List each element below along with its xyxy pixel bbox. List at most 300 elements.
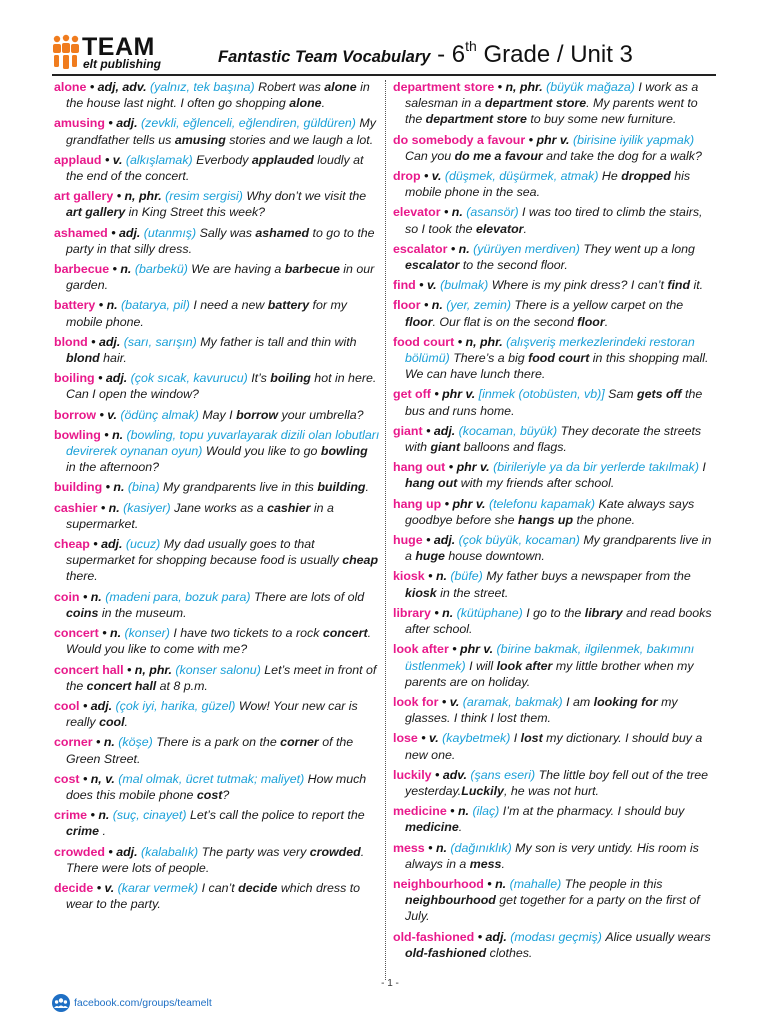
- example-keyword: corner: [280, 735, 319, 750]
- entry-part-of-speech: adj.: [116, 116, 138, 131]
- example-keyword: mess: [469, 856, 502, 871]
- entry-word: cool: [54, 698, 80, 713]
- vocabulary-entry: [54, 771, 380, 803]
- bullet-dot-icon: •: [104, 152, 110, 167]
- example-text: Where is my pink dress? I can’t: [491, 278, 668, 293]
- example-text: My grandparents live in this: [163, 480, 318, 495]
- example-text: of the Green Street.: [66, 735, 354, 766]
- example-text: .: [365, 480, 369, 495]
- example-text: and read books after school.: [405, 605, 712, 637]
- entry-word: building: [54, 480, 103, 495]
- vocabulary-entry: [54, 536, 380, 585]
- example-text: Jane works as a: [174, 500, 268, 515]
- entry-translation: (madeni para, bozuk para): [105, 589, 251, 604]
- entry-word: drop: [393, 169, 421, 184]
- entry-part-of-speech: n.: [112, 427, 124, 442]
- entry-word: corner: [54, 735, 93, 750]
- entry-translation: (ilaç): [472, 804, 500, 819]
- entry-part-of-speech: phr v.: [442, 387, 476, 402]
- bullet-dot-icon: •: [127, 662, 132, 677]
- vocabulary-entry: [393, 241, 715, 273]
- entry-word: look for: [393, 694, 439, 709]
- bullet-dot-icon: •: [457, 334, 463, 349]
- example-text: your umbrella?: [278, 407, 364, 422]
- vocabulary-entry: [393, 730, 715, 762]
- example-text: There are lots of old: [253, 589, 365, 604]
- example-keyword: crime: [66, 824, 100, 839]
- example-text: there.: [66, 569, 98, 584]
- entry-word: neighbourhood: [393, 876, 484, 891]
- entry-word: library: [393, 605, 431, 620]
- example-text: I’m at the pharmacy. I should buy: [502, 804, 685, 819]
- vocabulary-entry: [54, 79, 380, 111]
- entry-part-of-speech: v.: [449, 694, 460, 709]
- entry-word: art gallery: [54, 189, 114, 204]
- vocabulary-entry: [393, 803, 715, 835]
- entry-part-of-speech: n.: [110, 626, 122, 641]
- bullet-dot-icon: •: [99, 407, 104, 422]
- example-keyword: department store: [425, 112, 527, 127]
- bullet-dot-icon: •: [450, 804, 455, 819]
- entry-translation: (büyük mağaza): [546, 80, 635, 94]
- vocabulary-entry: [393, 568, 715, 600]
- example-keyword: medicine: [405, 820, 459, 835]
- entry-part-of-speech: n.: [106, 298, 118, 313]
- example-text: He: [601, 169, 622, 184]
- entry-word: food court: [393, 334, 455, 349]
- example-text: It’s: [251, 371, 271, 386]
- entry-example: [66, 501, 334, 531]
- example-keyword: crowded: [309, 844, 361, 859]
- bullet-dot-icon: •: [426, 533, 431, 548]
- example-text: There is a yellow carpet on the: [514, 298, 684, 313]
- entry-word: boiling: [54, 371, 95, 386]
- example-text: the phone.: [573, 512, 636, 527]
- example-keyword: neighbourhood: [405, 893, 496, 908]
- entry-translation: (dağınıklık): [450, 840, 512, 855]
- entry-word: find: [393, 278, 416, 293]
- entry-translation: (kaybetmek): [442, 731, 511, 746]
- title-dash: -: [430, 41, 452, 68]
- vocabulary-entry: [393, 694, 715, 726]
- entry-part-of-speech: adj.: [101, 537, 123, 552]
- entry-word: mess: [393, 840, 425, 855]
- example-keyword: Luckily: [461, 783, 504, 798]
- vocabulary-entry: [54, 334, 380, 366]
- example-text: .: [523, 221, 527, 236]
- entry-translation: (karar vermek): [117, 880, 199, 895]
- example-text: Would you like to go: [205, 444, 321, 459]
- entry-word: escalator: [393, 241, 448, 256]
- vocabulary-column-right: [393, 79, 715, 965]
- entry-part-of-speech: n.: [98, 808, 110, 823]
- example-keyword: looking for: [593, 694, 658, 709]
- entry-word: concert: [54, 626, 99, 641]
- example-text: .: [604, 314, 609, 329]
- entry-translation: (ödünç almak): [120, 407, 199, 422]
- entry-example: [405, 149, 702, 163]
- example-text: The people in this: [564, 876, 663, 891]
- example-keyword: applauded: [251, 152, 314, 167]
- entry-example: [405, 205, 702, 235]
- example-text: get together for a party on the first of July.: [405, 893, 700, 924]
- example-text: I will: [469, 658, 497, 673]
- entry-translation: (telefonu kapamak): [488, 496, 596, 511]
- vocabulary-entry: [393, 532, 715, 564]
- vocabulary-entry: [393, 79, 715, 128]
- bullet-dot-icon: •: [105, 480, 110, 495]
- entry-part-of-speech: adj, adv.: [97, 80, 147, 94]
- bullet-dot-icon: •: [443, 205, 449, 220]
- vocabulary-entry: [54, 188, 380, 220]
- vocabulary-entry: [54, 479, 380, 495]
- entry-part-of-speech: phr v.: [456, 460, 490, 475]
- entry-word: borrow: [54, 407, 96, 422]
- entry-translation: (yürüyen merdiven): [473, 241, 580, 256]
- entry-translation: (bowling, topu yuvarlayarak dizili olan lobutları devirerek oynanan oyun): [66, 427, 380, 459]
- entry-word: cost: [54, 771, 80, 786]
- example-text: I work as a salesman in a: [405, 80, 699, 111]
- vocabulary-entry: [54, 880, 380, 912]
- entry-translation: (konser): [124, 626, 170, 641]
- bullet-dot-icon: •: [82, 771, 88, 786]
- example-text: Kate always says goodbye before she: [405, 496, 695, 527]
- entry-translation: (bulmak): [440, 278, 489, 293]
- entry-translation: (modası geçmiş): [510, 929, 602, 944]
- example-text: . My parents went to the: [405, 96, 698, 127]
- bullet-dot-icon: •: [100, 500, 106, 515]
- entry-translation: (çok sıcak, kavurucu): [130, 371, 248, 386]
- example-text: to go to the party in that silly dress.: [66, 225, 375, 256]
- entry-translation: (büfe): [450, 569, 483, 584]
- vocabulary-entry: [54, 427, 380, 476]
- bullet-dot-icon: •: [90, 808, 95, 823]
- bullet-dot-icon: •: [441, 694, 447, 709]
- entry-part-of-speech: v.: [104, 880, 115, 895]
- entry-translation: (köşe): [118, 735, 153, 750]
- example-text: My father buys a newspaper from the: [486, 569, 691, 584]
- example-keyword: elevator: [475, 221, 524, 236]
- entry-word: huge: [393, 533, 423, 548]
- vocabulary-entry: [54, 625, 380, 657]
- entry-part-of-speech: adj.: [116, 844, 138, 859]
- grade-rest: Grade / Unit 3: [476, 41, 633, 68]
- entry-part-of-speech: v.: [107, 407, 117, 422]
- bullet-dot-icon: •: [477, 929, 483, 944]
- example-text: my dictionary. I should buy a new one.: [405, 731, 703, 762]
- example-text: My grandfather tells us: [66, 116, 376, 147]
- vocabulary-entry: [393, 277, 715, 293]
- entry-word: crime: [54, 808, 88, 823]
- entry-translation: (yer, zemin): [446, 298, 511, 313]
- title-main: Fantastic Team Vocabulary: [218, 48, 431, 66]
- entry-example: [405, 569, 691, 599]
- example-keyword: concert hall: [86, 678, 157, 693]
- example-text: house downtown.: [444, 549, 545, 564]
- vocabulary-entry: [393, 386, 715, 418]
- vocabulary-entry: [393, 876, 715, 925]
- entry-word: barbecue: [54, 262, 110, 277]
- vocabulary-entry: [54, 500, 380, 532]
- example-text: loudly at the end of the concert.: [66, 152, 364, 184]
- example-text: . Our flat is on the second: [432, 314, 578, 329]
- entry-word: luckily: [393, 767, 432, 782]
- entry-word: department store: [393, 80, 495, 94]
- entry-part-of-speech: n.: [457, 804, 469, 819]
- entry-translation: (düşmek, düşürmek, atmak): [444, 169, 599, 184]
- entry-word: battery: [54, 298, 96, 313]
- example-keyword: library: [584, 605, 623, 620]
- bullet-dot-icon: •: [108, 116, 113, 131]
- entry-translation: (mahalle): [509, 876, 562, 891]
- example-text: Alice usually wears: [605, 929, 711, 944]
- entry-translation: (çok iyi, harika, güzel): [115, 698, 236, 713]
- example-text: and take the dog for a walk?: [542, 148, 702, 163]
- entry-part-of-speech: adv.: [442, 767, 467, 782]
- entry-part-of-speech: n.: [435, 840, 447, 855]
- example-text: in a supermarket.: [66, 500, 334, 531]
- entry-word: do somebody a favour: [393, 132, 526, 147]
- example-text: I: [702, 460, 706, 475]
- example-text: balloons and flags.: [460, 440, 567, 455]
- example-text: My father is tall and thin with: [200, 334, 357, 349]
- entry-part-of-speech: phr v.: [452, 496, 486, 511]
- bullet-dot-icon: •: [448, 460, 454, 475]
- entry-part-of-speech: adj.: [98, 334, 121, 349]
- bullet-dot-icon: •: [108, 844, 113, 859]
- entry-translation: (sarı, sarışın): [123, 334, 197, 349]
- entry-translation: (ucuz): [125, 537, 161, 552]
- entry-word: floor: [393, 298, 421, 313]
- example-text: . There were lots of people.: [66, 844, 365, 875]
- facebook-link[interactable]: [52, 994, 292, 1012]
- entry-word: alone: [54, 80, 87, 94]
- example-text: Can you: [405, 148, 455, 163]
- example-text: Sally was: [199, 225, 256, 240]
- entry-translation: (birisine iyilik yapmak): [572, 132, 695, 147]
- entry-word: elevator: [393, 205, 441, 220]
- bullet-dot-icon: •: [419, 278, 424, 293]
- entry-part-of-speech: n, v.: [90, 771, 115, 786]
- bullet-dot-icon: •: [93, 537, 98, 552]
- example-keyword: food court: [528, 351, 590, 366]
- example-keyword: gets off: [637, 387, 682, 402]
- entry-part-of-speech: n.: [431, 298, 443, 313]
- example-text: in the museum.: [98, 605, 187, 620]
- entry-word: hang up: [393, 496, 442, 511]
- example-text: to the second floor.: [459, 258, 568, 273]
- example-text: Sam: [608, 387, 638, 402]
- example-text: I have two tickets to a rock: [173, 626, 323, 641]
- entry-example: [66, 808, 365, 838]
- bullet-dot-icon: •: [98, 371, 103, 386]
- entry-translation: (yalnız, tek başına): [149, 80, 255, 94]
- example-text: in the afternoon?: [66, 460, 160, 475]
- entry-word: old-fashioned: [393, 929, 475, 944]
- entry-part-of-speech: n.: [90, 589, 102, 604]
- example-text: in this shopping mall. We can have lunch there.: [405, 351, 709, 382]
- example-keyword: cheap: [342, 553, 379, 568]
- bullet-dot-icon: •: [96, 880, 102, 895]
- page-title: [218, 40, 758, 76]
- example-keyword: cost: [196, 787, 223, 802]
- example-text: with my friends after school.: [457, 476, 615, 491]
- bullet-dot-icon: •: [428, 840, 433, 855]
- example-text: Everbody: [196, 152, 252, 167]
- entry-part-of-speech: n.: [120, 262, 132, 277]
- entry-part-of-speech: adj.: [433, 533, 456, 548]
- example-keyword: barbecue: [284, 262, 340, 277]
- entry-translation: (resim sergisi): [165, 189, 243, 204]
- bullet-dot-icon: •: [116, 189, 122, 204]
- vocabulary-entry: [393, 132, 715, 164]
- entry-example: [163, 480, 369, 494]
- example-text: the bus and runs home.: [405, 387, 703, 418]
- vocabulary-entry: [54, 589, 380, 621]
- header-divider: [52, 74, 716, 76]
- bullet-dot-icon: •: [426, 423, 431, 438]
- vocabulary-entry: [54, 807, 380, 839]
- bullet-dot-icon: •: [421, 731, 426, 746]
- entry-part-of-speech: adj.: [105, 371, 128, 386]
- entry-translation: (konser salonu): [175, 662, 261, 677]
- example-text: clothes.: [486, 945, 533, 960]
- example-keyword: cashier: [267, 500, 311, 515]
- example-text: Robert was: [258, 80, 325, 94]
- example-text: .: [124, 715, 128, 730]
- grade-suffix: th: [465, 38, 477, 54]
- vocabulary-entry: [393, 423, 715, 455]
- entry-translation: (suç, cinayet): [112, 808, 187, 823]
- entry-translation: (alışveriş merkezlerindeki restoran bölümü): [405, 334, 695, 366]
- entry-translation: (aramak, bakmak): [462, 694, 563, 709]
- vocabulary-entry: [54, 225, 380, 257]
- bullet-dot-icon: •: [487, 876, 492, 891]
- example-text: Let’s meet in front of the: [66, 662, 377, 693]
- entry-word: applaud: [54, 152, 102, 167]
- entry-translation: (utanmış): [143, 225, 197, 240]
- entry-translation: (kalabalık): [141, 844, 199, 859]
- entry-translation: (kocaman, büyük): [458, 423, 558, 438]
- example-keyword: find: [667, 278, 691, 293]
- vocabulary-entry: [54, 297, 380, 329]
- example-keyword: concert: [322, 626, 368, 641]
- entry-translation: (kasiyer): [123, 500, 171, 515]
- example-text: I need a new: [193, 298, 268, 313]
- bullet-dot-icon: •: [450, 241, 456, 256]
- example-text: There is a park on the: [156, 735, 281, 750]
- entry-word: concert hall: [54, 662, 124, 677]
- logo-subtext: elt publishing: [83, 57, 161, 71]
- vocabulary-entry: [54, 662, 380, 694]
- vocabulary-entry: [393, 168, 715, 200]
- vocabulary-entry: [54, 734, 380, 766]
- entry-part-of-speech: n.: [435, 569, 447, 584]
- title-grade: [451, 38, 633, 68]
- example-keyword: floor: [577, 314, 605, 329]
- entry-word: ashamed: [54, 225, 108, 240]
- example-text: which dress to wear to the party.: [66, 880, 361, 912]
- example-text: May I: [202, 407, 237, 422]
- example-keyword: dropped: [621, 169, 671, 184]
- example-text: I was too tired to climb the stairs, so I took the: [405, 205, 703, 236]
- bullet-dot-icon: •: [111, 225, 116, 240]
- vocabulary-entry: [393, 929, 715, 961]
- example-text: I can’t: [201, 880, 239, 895]
- entry-part-of-speech: adj.: [433, 423, 456, 438]
- example-text: There’s a big: [453, 351, 529, 366]
- vocabulary-entry: [54, 698, 380, 730]
- example-text: in King Street this week?: [125, 205, 266, 220]
- entry-part-of-speech: v.: [112, 152, 123, 167]
- entry-part-of-speech: phr v.: [460, 642, 494, 657]
- entry-part-of-speech: n.: [458, 241, 470, 256]
- vocabulary-entry: [393, 334, 715, 383]
- team-logo: [52, 34, 172, 74]
- vocabulary-entry: [54, 370, 380, 402]
- entry-part-of-speech: n, phr.: [505, 80, 543, 94]
- example-text: in the street.: [436, 585, 509, 600]
- vocabulary-entry: [393, 605, 715, 637]
- vocabulary-entry: [54, 407, 380, 423]
- example-keyword: coins: [66, 605, 99, 620]
- entry-part-of-speech: n, phr.: [465, 334, 503, 349]
- entry-part-of-speech: v.: [426, 278, 437, 293]
- example-text: My son is very untidy. His room is always in a: [405, 840, 699, 871]
- entry-part-of-speech: v.: [431, 169, 442, 184]
- facebook-link-text[interactable]: facebook.com/groups/teamelt: [74, 997, 212, 1009]
- example-keyword: decide: [238, 880, 278, 895]
- example-text: it.: [690, 278, 704, 293]
- entry-part-of-speech: n, phr.: [124, 189, 162, 204]
- bullet-dot-icon: •: [444, 496, 449, 511]
- example-text: at 8 p.m.: [156, 678, 208, 693]
- entry-translation: [inmek (otobüsten, vb)]: [478, 387, 605, 402]
- bullet-dot-icon: •: [428, 569, 433, 584]
- entry-part-of-speech: n.: [495, 876, 507, 891]
- example-keyword: amusing: [174, 132, 226, 147]
- bullet-dot-icon: •: [435, 767, 440, 782]
- example-text: The little boy fell out of the tree yesterday.: [405, 767, 709, 798]
- example-keyword: do me a favour: [454, 148, 543, 163]
- bullet-dot-icon: •: [423, 169, 429, 184]
- example-keyword: kiosk: [405, 585, 437, 600]
- entry-example: [492, 278, 703, 292]
- example-keyword: department store: [484, 96, 587, 111]
- entry-word: blond: [54, 334, 88, 349]
- example-text: Why don’t we visit the: [246, 189, 367, 204]
- example-keyword: lost: [520, 731, 543, 746]
- example-text: .: [501, 856, 505, 871]
- entry-translation: (zevkli, eğlenceli, eğlendiren, güldüren): [141, 116, 356, 131]
- entry-word: cashier: [54, 500, 98, 515]
- entry-word: cheap: [54, 537, 90, 552]
- example-text: in the house last night. I often go shopping: [66, 80, 370, 111]
- vocabulary-entry: [54, 261, 380, 293]
- example-keyword: art gallery: [66, 205, 126, 220]
- bullet-dot-icon: •: [423, 298, 429, 313]
- example-keyword: ashamed: [255, 225, 310, 240]
- entry-word: medicine: [393, 804, 447, 819]
- example-text: They decorate the streets with: [405, 423, 702, 455]
- entry-word: coin: [54, 589, 80, 604]
- entry-word: bowling: [54, 427, 101, 442]
- entry-word: decide: [54, 880, 94, 895]
- example-keyword: building: [317, 480, 366, 495]
- grade-number: 6: [451, 41, 466, 68]
- vocabulary-entry: [393, 496, 715, 528]
- vocabulary-entry: [54, 844, 380, 876]
